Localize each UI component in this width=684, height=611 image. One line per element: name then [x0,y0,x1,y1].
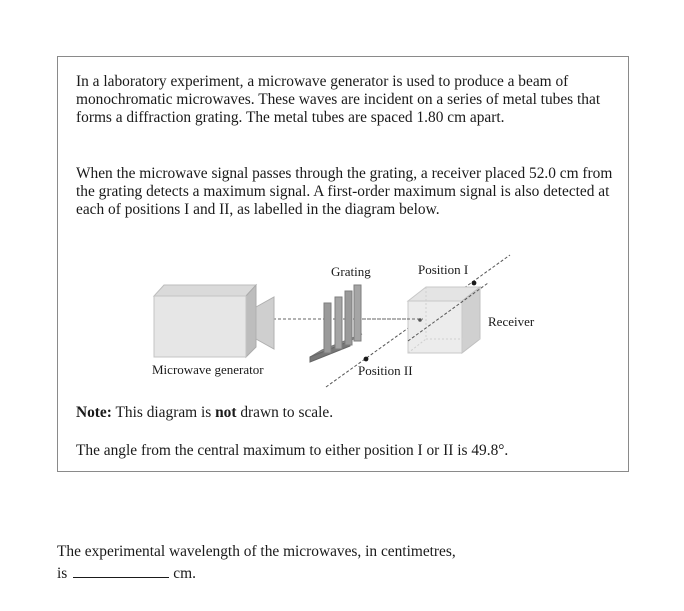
central-point [418,318,422,322]
microwave-generator [154,285,274,357]
grating [310,285,362,362]
note-text-pre: This diagram is [115,404,212,421]
position-2-label: Position II [358,363,413,378]
angle-statement: The angle from the central maximum to either position I or II is 49.8°. [76,442,509,459]
position-1-label: Position I [418,262,469,277]
question-line-1: The experimental wavelength of the microwaves, in centimetres, [57,543,456,560]
note-label: Note: [76,404,112,421]
problem-paragraph-1: In a laboratory experiment, a microwave generator is used to produce a beam of monochromatic microwaves. These waves are incident on a series of metal tubes that forms a diffraction grating. The metal tubes are spaced 1.80 cm apart. [76,73,601,126]
microwave-generator-label: Microwave generator [152,362,264,377]
grating-label: Grating [331,264,371,279]
note-line [76,404,333,422]
position-2-marker [364,357,369,362]
receiver-label: Receiver [488,314,535,329]
experiment-diagram [58,57,630,397]
note-text-post: drawn to scale. [240,404,334,421]
note-text-bold: not [215,404,237,421]
problem-box [57,56,629,472]
problem-paragraph-2: When the microwave signal passes through the grating, a receiver placed 52.0 cm from the grating detects a maximum signal. A first-order maximum signal is also detected at each of positions I and II, as labelled in the diagram below. [76,165,613,218]
answer-blank[interactable] [73,565,169,578]
question [57,541,617,585]
question-line-2-pre: is [57,565,68,582]
question-line-2-post: cm. [173,565,196,582]
position-1-marker [472,281,477,286]
